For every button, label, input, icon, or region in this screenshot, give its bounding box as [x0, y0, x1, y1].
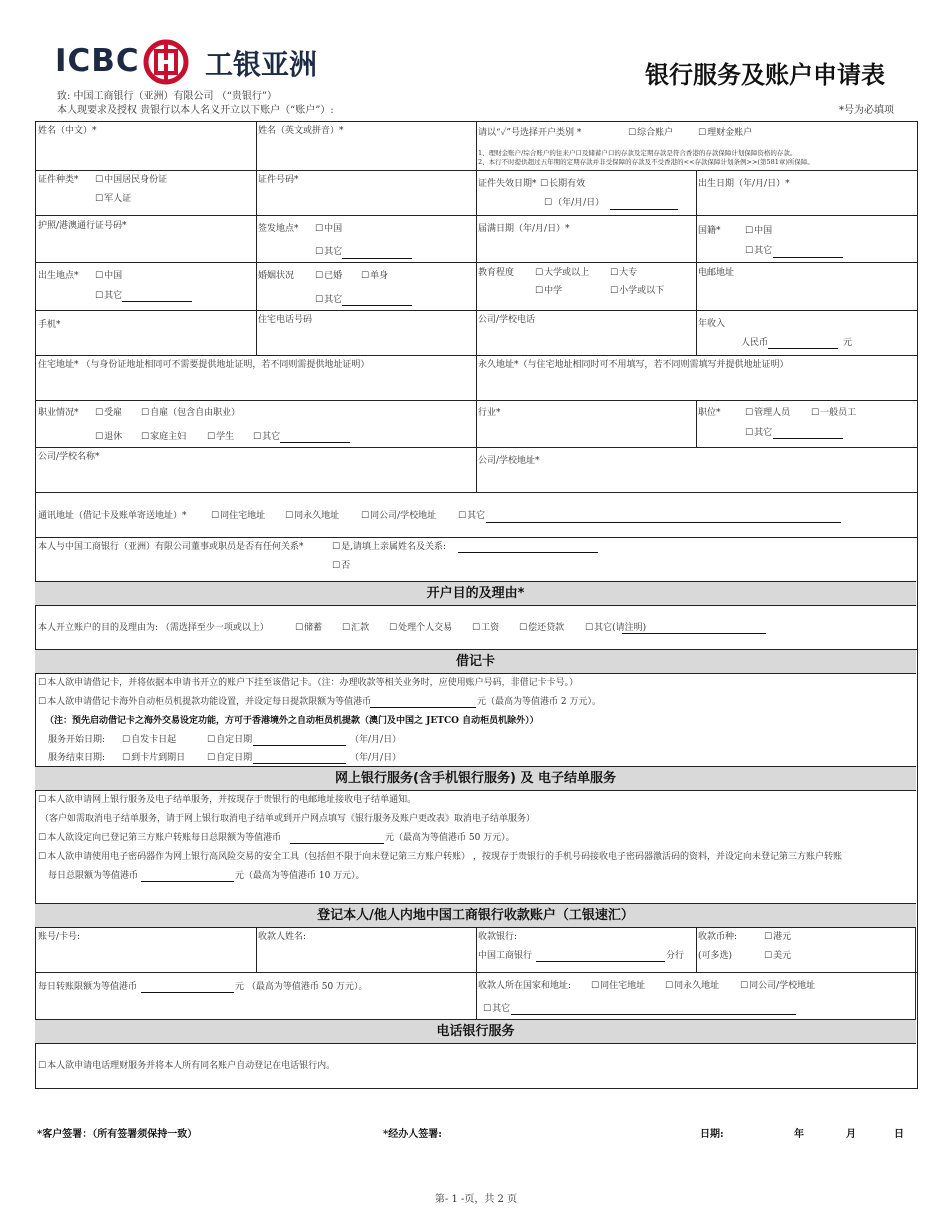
checkbox-icon[interactable]: ☐ [332, 542, 341, 552]
option-label: 受雇 [104, 408, 123, 418]
atm-limit-field[interactable] [370, 707, 476, 708]
label-mailing-address: 通讯地址（借记卡及账单寄送地址）* [38, 511, 187, 521]
checkbox-icon[interactable]: ☐ [535, 286, 544, 296]
checkbox-icon[interactable]: ☐ [95, 175, 104, 185]
customer-signature-label: *客户签署：（所有签署须保持一致） [37, 1129, 198, 1140]
option-birth-china[interactable] [95, 270, 122, 282]
checkbox-icon[interactable]: ☐ [141, 432, 150, 442]
option-phone-banking[interactable] [38, 1060, 335, 1072]
option-usd[interactable] [764, 950, 791, 962]
checkbox-icon[interactable]: ☐ [764, 951, 773, 961]
option-student[interactable] [207, 431, 234, 443]
marital-other-field[interactable] [342, 305, 412, 306]
checkbox-icon[interactable]: ☐ [315, 271, 324, 281]
label-daily-limit: 每日转账限额为等值港币 [38, 982, 138, 992]
label-industry: 行业* [478, 408, 501, 418]
option-debit-apply[interactable] [38, 677, 578, 689]
table-divider [35, 537, 917, 538]
option-label: 是,请填上亲属姓名及关系: [341, 542, 446, 552]
label-payee-bank: 收款银行: [478, 932, 518, 942]
option-label: 本人欲申请网上银行服务及电子结单服务，并按现存于贵银行的电邮地址接收电子结单通知。 [47, 795, 417, 805]
label-name-en: 姓名（英文或拼音）* [258, 126, 344, 136]
checkbox-icon[interactable]: ☐ [361, 511, 370, 521]
option-personal-tx[interactable] [389, 622, 452, 634]
unregistered-limit-note: 元（最高为等值港币 10 万元）。 [235, 871, 365, 881]
issue-other-field[interactable] [342, 258, 412, 259]
option-payee-same-perm[interactable] [665, 980, 719, 992]
section-header-ebanking: 网上银行服务(含手机银行服务) 及 电子结单服务 [35, 766, 916, 791]
option-military-id[interactable] [95, 193, 131, 205]
checkbox-icon[interactable]: ☐ [610, 268, 619, 278]
atm-limit-note: 元（最高为等值港币 2 万元）。 [477, 697, 601, 707]
option-mail-same-home[interactable] [211, 510, 265, 522]
nationality-other-field[interactable] [773, 257, 843, 258]
start-date-field[interactable] [253, 745, 346, 746]
option-nationality-china[interactable] [745, 225, 772, 237]
option-label: 综合账户 [637, 128, 674, 138]
option-nationality-other[interactable] [745, 245, 772, 257]
daily-limit-note: 元 （最高为等值港币 50 万元）。 [235, 982, 368, 992]
label-id-expiry: 证件失效日期* [478, 179, 537, 189]
label-permanent-address: 永久地址*（与住宅地址相同时可不用填写，若不同则需填写并提供地址证明） [478, 360, 789, 370]
checkbox-icon[interactable]: ☐ [745, 428, 754, 438]
checkbox-icon[interactable]: ☐ [122, 753, 131, 763]
option-start-custom[interactable] [207, 734, 252, 746]
officer-signature-label: *经办人签署: [383, 1129, 442, 1140]
purpose-other-field[interactable] [622, 633, 766, 634]
checkbox-icon[interactable]: ☐ [38, 1061, 47, 1071]
label-account-type: 请以“✓”号选择开户类别 * [478, 128, 582, 138]
option-label: 长期有效 [549, 179, 586, 189]
option-label: 自定日期 [216, 735, 253, 745]
option-expiry-date[interactable] [544, 197, 604, 209]
checkbox-icon[interactable]: ☐ [342, 623, 351, 633]
page-number: 第- 1 -页，共 2 页 [434, 1194, 518, 1205]
option-mail-same-perm[interactable] [285, 510, 339, 522]
ebank-cancel-note: （客户如需取消电子结单服务，请于网上银行取消电子结单或到开户网点填写《银行服务及账户更改表》取消电子结单服务） [40, 814, 536, 824]
label-birth-place: 出生地点* [38, 271, 79, 281]
section-header-remittance: 登记本人/他人内地中国工商银行收款账户（工银速汇） [35, 903, 916, 928]
checkbox-icon[interactable]: ☐ [38, 852, 47, 862]
label-position: 职位* [698, 408, 721, 418]
year-label: 年 [794, 1129, 804, 1140]
payee-other-field[interactable] [511, 1014, 796, 1015]
option-label: 到卡片到期日 [131, 753, 186, 763]
option-edu-middle[interactable] [535, 285, 562, 297]
option-label: 偿还贷款 [528, 623, 565, 633]
option-manager[interactable] [745, 407, 790, 419]
label-company-address: 公司/学校地址* [478, 456, 540, 466]
checkbox-icon[interactable]: ☐ [483, 1004, 492, 1014]
checkbox-icon[interactable]: ☐ [211, 511, 220, 521]
option-label: 同永久地址 [294, 511, 340, 521]
end-date-field[interactable] [253, 763, 346, 764]
option-third-party-limit[interactable] [38, 832, 281, 844]
third-party-limit-note: 元（最高为等值港币 50 万元）。 [385, 833, 515, 843]
option-edu-primary[interactable] [610, 285, 664, 297]
label-issue-place: 签发地点* [258, 224, 299, 234]
option-label: 港元 [773, 932, 792, 942]
checkbox-icon[interactable]: ☐ [315, 247, 324, 257]
option-wealth-account[interactable] [698, 127, 752, 139]
addressee-line: 致: 中国工商银行（亚洲）有限公司 （“贵银行”） [57, 91, 277, 102]
checkbox-icon[interactable]: ☐ [285, 511, 294, 521]
checkbox-icon[interactable]: ☐ [332, 561, 341, 571]
checkbox-icon[interactable]: ☐ [591, 981, 600, 991]
checkbox-icon[interactable]: ☐ [207, 432, 216, 442]
purpose-prompt: 本人开立账户的目的及理由为: （需选择至少一项或以上） [38, 623, 269, 633]
option-single[interactable] [361, 270, 388, 282]
date-label: 日期: [700, 1129, 724, 1140]
option-label: 大专 [619, 268, 638, 278]
option-remittance[interactable] [342, 622, 369, 634]
checkbox-icon[interactable]: ☐ [745, 226, 754, 236]
label-expiry: 届满日期（年/月/日）* [478, 224, 570, 234]
icbc-emblem-icon [143, 39, 189, 85]
checkbox-icon[interactable]: ☐ [38, 795, 47, 805]
table-divider [256, 926, 257, 972]
table-divider [256, 121, 257, 355]
label-rmb: 人民币 [741, 338, 769, 348]
label-marital: 婚姻状况 [258, 271, 295, 281]
option-retired[interactable] [95, 431, 122, 443]
checkbox-icon[interactable]: ☐ [811, 408, 820, 418]
table-divider [476, 926, 477, 1019]
label-company-name: 公司/学校名称* [38, 452, 100, 462]
option-label: 自发卡日起 [131, 735, 177, 745]
option-end-expiry[interactable] [122, 752, 185, 764]
option-label: 同永久地址 [674, 981, 720, 991]
option-relation-no[interactable] [332, 560, 350, 572]
checkbox-icon[interactable]: ☐ [95, 271, 104, 281]
option-label: 其它(请注明) [594, 623, 647, 633]
option-label: 本人欲申请借记卡，并将依据本申请书开立的账户下挂至该借记卡。（注：办理收款等相关业务时，应使用账户号码，非借记卡卡号。） [47, 678, 579, 688]
option-label: 已婚 [324, 271, 343, 281]
label-nationality: 国籍* [698, 226, 721, 236]
end-date-format: （年/月/日） [350, 753, 402, 763]
checkbox-icon[interactable]: ☐ [544, 198, 553, 208]
option-start-issue[interactable] [122, 734, 176, 746]
option-label: 家庭主妇 [150, 432, 187, 442]
option-label: 其它 [467, 511, 486, 521]
employment-other-field[interactable] [280, 442, 350, 443]
option-label: 否 [341, 561, 351, 571]
label-home-phone: 住宅电话号码 [258, 315, 313, 325]
option-issue-other[interactable] [315, 246, 342, 258]
daily-limit-field[interactable] [141, 992, 234, 993]
required-note: *号为必填项 [839, 105, 894, 116]
table-divider [915, 926, 916, 1019]
option-label: 储蓄 [304, 623, 323, 633]
option-employment-other[interactable] [253, 431, 280, 443]
checkbox-icon[interactable]: ☐ [361, 271, 370, 281]
option-label: 处理个人交易 [398, 623, 453, 633]
option-payee-same-company[interactable] [740, 980, 815, 992]
table-divider [696, 926, 697, 972]
option-label: 其它 [492, 1004, 511, 1014]
option-label: 同公司/学校地址 [370, 511, 437, 521]
label-income: 年收入 [698, 319, 726, 329]
option-resident-id[interactable] [95, 174, 167, 186]
checkbox-icon[interactable]: ☐ [207, 753, 216, 763]
option-label: 小学或以下 [619, 286, 665, 296]
option-marital-other[interactable] [315, 294, 342, 306]
request-line: 本人现要求及授权 贵银行以本人名义开立以下账户（“账户”）: [57, 105, 334, 116]
label-mobile: 手机* [38, 320, 61, 330]
option-ebank-apply[interactable] [38, 794, 416, 806]
mail-other-field[interactable] [486, 522, 841, 523]
checkbox-icon[interactable]: ☐ [698, 128, 707, 138]
option-label: 中国居民身份证 [104, 175, 168, 185]
option-label: 本人欲申请使用电子密码器作为网上银行高风险交易的安全工具（包括但不限于向未登记第三方账户转账） ，按现存于贵银行的手机号码接收电子密码器激活码的资料，并设定向未登记第三方账户转账 [47, 852, 842, 862]
account-note-1: 1、理财金账户/综合账户的往来户口及储蓄户口的存款及定期存款是符合香港的存款保障计划保障资格的存款。 [478, 149, 797, 157]
checkbox-icon[interactable]: ☐ [472, 623, 481, 633]
label-service-start: 服务开始日期: [48, 735, 106, 745]
checkbox-icon[interactable]: ☐ [745, 408, 754, 418]
option-end-custom[interactable] [207, 752, 252, 764]
income-field[interactable] [768, 348, 838, 349]
section-header-phone-banking: 电话银行服务 [35, 1019, 916, 1044]
option-label: 退休 [104, 432, 123, 442]
logo-chinese-text: 工银亚洲 [205, 48, 318, 81]
label-home-address: 住宅地址* （与身份证地址相同可不需要提供地址证明，若不同则需提供地址证明） [38, 360, 370, 370]
checkbox-icon[interactable]: ☐ [207, 735, 216, 745]
table-divider [696, 400, 697, 447]
option-label: 中国 [324, 224, 343, 234]
checkbox-icon[interactable]: ☐ [535, 268, 544, 278]
checkbox-icon[interactable]: ☐ [540, 179, 549, 189]
label-unregistered-limit: 每日总限额为等值港币 [48, 871, 139, 881]
option-staff[interactable] [811, 407, 856, 419]
table-divider [35, 492, 917, 493]
label-yuan: 元 [843, 338, 853, 348]
label-employment: 职业情况* [38, 408, 79, 418]
checkbox-icon[interactable]: ☐ [628, 128, 637, 138]
branch-field[interactable] [536, 961, 665, 962]
label-id-number: 证件号码* [258, 175, 299, 185]
option-hkd[interactable] [764, 931, 791, 943]
checkbox-icon[interactable]: ☐ [141, 408, 150, 418]
option-label: （年/月/日） [553, 198, 605, 208]
checkbox-icon[interactable]: ☐ [38, 697, 47, 707]
label-account-number: 账号/卡号: [38, 932, 81, 942]
label-dob: 出生日期（年/月/日）* [698, 179, 790, 189]
option-label: 本人欲申请电话理财服务并将本人所有同名账户自动登记在电话银行内。 [47, 1061, 336, 1071]
checkbox-icon[interactable]: ☐ [95, 194, 104, 204]
account-note-2: 2、本行不时提供超过五年期的定期存款并非受保障的存款及不受香港的<<存款保障计划条例>>(第581章)所保障。 [478, 158, 814, 166]
option-issue-china[interactable] [315, 223, 342, 235]
table-divider [696, 170, 697, 355]
option-label: 管理人员 [754, 408, 791, 418]
option-loan[interactable] [519, 622, 564, 634]
option-position-other[interactable] [745, 427, 772, 439]
checkbox-icon[interactable]: ☐ [665, 981, 674, 991]
checkbox-icon[interactable]: ☐ [740, 981, 749, 991]
option-label: 其它 [324, 247, 343, 257]
checkbox-icon[interactable]: ☐ [458, 511, 467, 521]
option-label: 军人证 [104, 194, 132, 204]
checkbox-icon[interactable]: ☐ [253, 432, 262, 442]
option-payee-same-home[interactable] [591, 980, 645, 992]
option-label: 其它 [104, 291, 123, 301]
label-relation: 本人与中国工商银行（亚洲）有限公司董事或职员是否有任何关系* [38, 542, 304, 552]
checkbox-icon[interactable]: ☐ [745, 246, 754, 256]
section-header-purpose: 开户目的及理由* [35, 581, 916, 606]
label-service-end: 服务结束日期: [48, 753, 106, 763]
checkbox-icon[interactable]: ☐ [389, 623, 398, 633]
checkbox-icon[interactable]: ☐ [295, 623, 304, 633]
option-label: 自雇（包含自由职业） [150, 408, 241, 418]
day-label: 日 [894, 1129, 904, 1140]
option-comprehensive-account[interactable] [628, 127, 673, 139]
option-salary[interactable] [472, 622, 499, 634]
option-employed[interactable] [95, 407, 122, 419]
label-branch: 分行 [666, 951, 685, 961]
birth-other-field[interactable] [122, 301, 192, 302]
checkbox-icon[interactable]: ☐ [38, 678, 47, 688]
checkbox-icon[interactable]: ☐ [519, 623, 528, 633]
label-passport: 护照/港澳通行证号码* [38, 221, 127, 231]
option-savings[interactable] [295, 622, 322, 634]
option-label: 其它 [324, 295, 343, 305]
checkbox-icon[interactable]: ☐ [610, 286, 619, 296]
month-label: 月 [846, 1129, 856, 1140]
option-label: 单身 [370, 271, 389, 281]
option-edu-college[interactable] [610, 267, 637, 279]
option-label: 中学 [544, 286, 563, 296]
label-icbc: 中国工商银行 [478, 951, 533, 961]
checkbox-icon[interactable]: ☐ [95, 432, 104, 442]
expiry-date-field[interactable] [610, 209, 678, 210]
checkbox-icon[interactable]: ☐ [315, 224, 324, 234]
label-multi-select: (可多选) [698, 951, 733, 961]
option-long-term[interactable] [540, 178, 585, 190]
section-header-debit-card: 借记卡 [35, 649, 916, 674]
table-divider [476, 121, 477, 492]
option-label: 同住宅地址 [220, 511, 266, 521]
label-education: 教育程度 [478, 268, 515, 278]
option-label: 大学或以上 [544, 268, 590, 278]
third-party-limit-field[interactable] [290, 843, 384, 844]
label-payee-address: 收款人所在国家和地址: [478, 981, 572, 991]
label-work-phone: 公司/学校电话 [478, 315, 536, 325]
label-email: 电邮地址 [698, 268, 735, 278]
option-label: 中国 [754, 226, 773, 236]
checkbox-icon[interactable]: ☐ [95, 291, 104, 301]
option-married[interactable] [315, 270, 342, 282]
label-payee-name: 收款人姓名: [258, 932, 307, 942]
relation-field[interactable] [458, 552, 598, 553]
option-label: 同住宅地址 [600, 981, 646, 991]
option-label: 工资 [481, 623, 500, 633]
option-mail-other[interactable] [458, 510, 485, 522]
checkbox-icon[interactable]: ☐ [122, 735, 131, 745]
form-title: 银行服务及账户申请表 [645, 61, 885, 89]
option-payee-other[interactable] [483, 1003, 510, 1015]
logo-text: ICBC [55, 43, 140, 79]
option-label: 美元 [773, 951, 792, 961]
option-mail-same-company[interactable] [361, 510, 436, 522]
option-homemaker[interactable] [141, 431, 186, 443]
option-self-employed[interactable] [141, 407, 240, 419]
option-overseas-atm[interactable] [38, 696, 371, 708]
debit-note: （注：预先启动借记卡之海外交易设定功能，方可于香港境外之自动柜员机提款（澳门及中国之 JETCO 自动柜员机除外）） [45, 716, 539, 726]
option-label: 同公司/学校地址 [749, 981, 816, 991]
option-relation-yes[interactable] [332, 541, 446, 553]
checkbox-icon[interactable]: ☐ [764, 932, 773, 942]
position-other-field[interactable] [773, 438, 843, 439]
option-birth-other[interactable] [95, 290, 122, 302]
checkbox-icon[interactable]: ☐ [315, 295, 324, 305]
option-edu-university[interactable] [535, 267, 589, 279]
checkbox-icon[interactable]: ☐ [585, 623, 594, 633]
option-label: 一般员工 [820, 408, 857, 418]
checkbox-icon[interactable]: ☐ [95, 408, 104, 418]
option-label: 中国 [104, 271, 123, 281]
start-date-format: （年/月/日） [350, 735, 402, 745]
option-label: 汇款 [351, 623, 370, 633]
label-currency: 收款币种: [698, 932, 738, 942]
option-label: 其它 [754, 246, 773, 256]
option-label: 理财金账户 [707, 128, 753, 138]
option-label: 学生 [216, 432, 235, 442]
label-name-cn: 姓名（中文）* [38, 126, 97, 136]
option-label: 本人欲设定向已登记第三方账户转账每日总限额为等值港币 [47, 833, 282, 843]
unregistered-limit-field[interactable] [141, 881, 234, 882]
option-label: 其它 [754, 428, 773, 438]
checkbox-icon[interactable]: ☐ [38, 833, 47, 843]
option-label: 其它 [262, 432, 281, 442]
option-label: 本人欲申请借记卡海外自动柜员机提款功能设置，并设定每日提款限额为等值港币 [47, 697, 372, 707]
option-security-device[interactable] [38, 851, 842, 863]
option-label: 自定日期 [216, 753, 253, 763]
label-id-type: 证件种类* [38, 175, 79, 185]
